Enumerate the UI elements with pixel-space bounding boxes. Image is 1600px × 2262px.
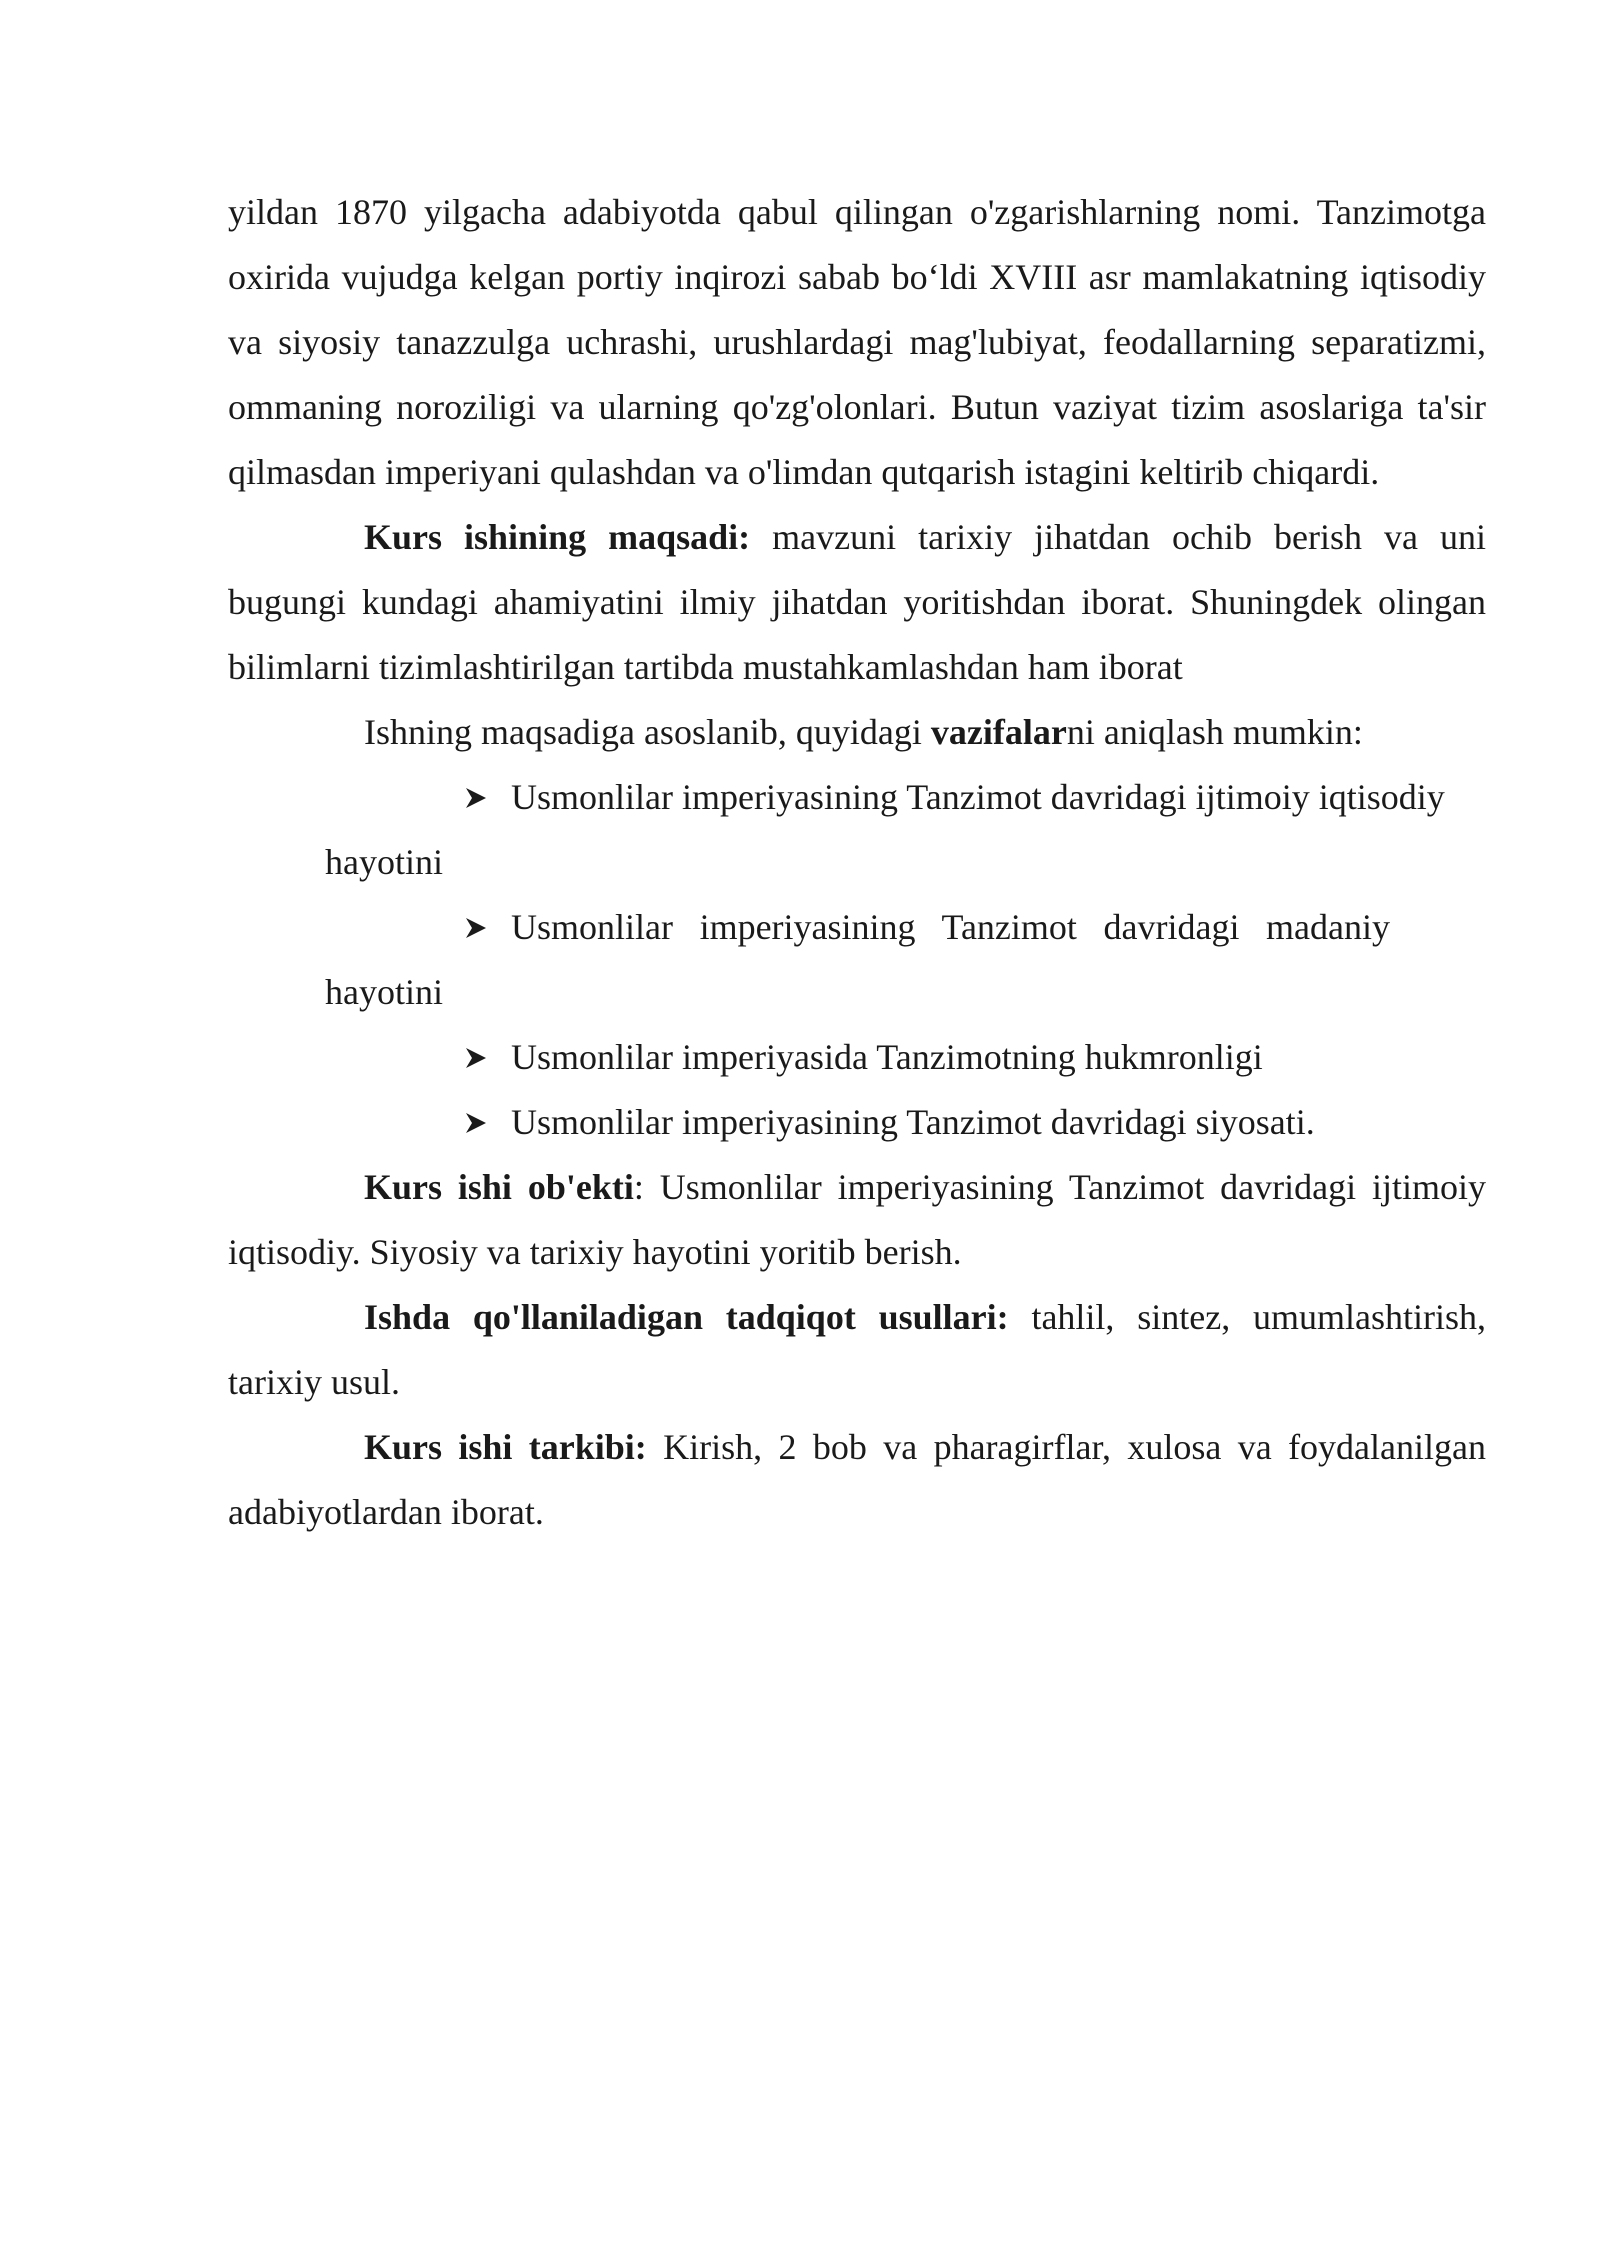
task-text-continued: hayotini xyxy=(325,842,443,882)
structure-paragraph xyxy=(228,1415,1486,1545)
task-text: Usmonlilar imperiyasining Tanzimot davridagi siyosati. xyxy=(511,1102,1315,1142)
task-item xyxy=(325,765,1486,895)
arrowhead-bullet-icon xyxy=(465,765,495,830)
object-label: Kurs ishi ob'ekti xyxy=(364,1167,634,1207)
tasks-intro xyxy=(228,700,1486,765)
task-item xyxy=(228,1090,1486,1155)
task-item xyxy=(325,895,1486,1025)
tasks-intro-before: Ishning maqsadiga asoslanib, quyidagi xyxy=(364,712,931,752)
tasks-intro-after: ni aniqlash mumkin: xyxy=(1066,712,1363,752)
task-text: Usmonlilar imperiyasining Tanzimot davridagi ijtimoiy iqtisodiy xyxy=(511,777,1445,817)
task-text-continued: hayotini xyxy=(325,972,443,1012)
arrowhead-bullet-icon xyxy=(465,1090,495,1155)
document-page xyxy=(228,180,1486,1545)
structure-text: Kirish, 2 bob va pharagirflar, xulosa va foydalanilgan adabiyotlardan iborat. xyxy=(228,1427,1486,1532)
arrowhead-bullet-icon xyxy=(465,895,495,960)
task-text: Usmonlilar imperiyasida Tanzimotning hukmronligi xyxy=(511,1037,1263,1077)
purpose-text: mavzuni tarixiy jihatdan ochib berish va uni bugungi kundagi ahamiyatini ilmiy jihatdan yoritishdan iborat. Shuningdek olingan bilimlarni tizimlashtirilgan tartibda mustahkamlashdan ham iborat xyxy=(228,517,1487,687)
arrowhead-bullet-icon xyxy=(465,1025,495,1090)
methods-text: tahlil, sintez, umumlashtirish, tarixiy usul. xyxy=(228,1297,1486,1402)
methods-paragraph xyxy=(228,1285,1486,1415)
object-paragraph xyxy=(228,1155,1486,1285)
methods-label: Ishda qo'llaniladigan tadqiqot usullari: xyxy=(364,1297,1009,1337)
tasks-intro-bold: vazifalar xyxy=(930,712,1067,752)
purpose-paragraph xyxy=(228,505,1486,700)
intro-paragraph: yildan 1870 yilgacha adabiyotda qabul qilingan o'zgarishlarning nomi. Tanzimotga oxirida vujudga kelgan portiy inqirozi sabab bo‘ldi XVIII asr mamlakatning iqtisodiy va siyosiy tanazzulga uchrashi, urushlardagi mag'lubiyat, feodallarning separatizmi, ommaning noroziligi va ularning qo'zg'olonlari. Butun vaziyat tizim asoslariga ta'sir qilmasdan imperiyani qulashdan va o'limdan qutqarish istagini keltirib chiqardi. xyxy=(228,192,1486,492)
purpose-label: Kurs ishining maqsadi: xyxy=(364,517,751,557)
task-text: Usmonlilar imperiyasining Tanzimot davridagi madaniy xyxy=(511,907,1390,947)
task-item xyxy=(228,1025,1486,1090)
object-text: : Usmonlilar imperiyasining Tanzimot davridagi ijtimoiy iqtisodiy. Siyosiy va tarixiy hayotini yoritib berish. xyxy=(228,1167,1486,1272)
structure-label: Kurs ishi tarkibi: xyxy=(364,1427,647,1467)
